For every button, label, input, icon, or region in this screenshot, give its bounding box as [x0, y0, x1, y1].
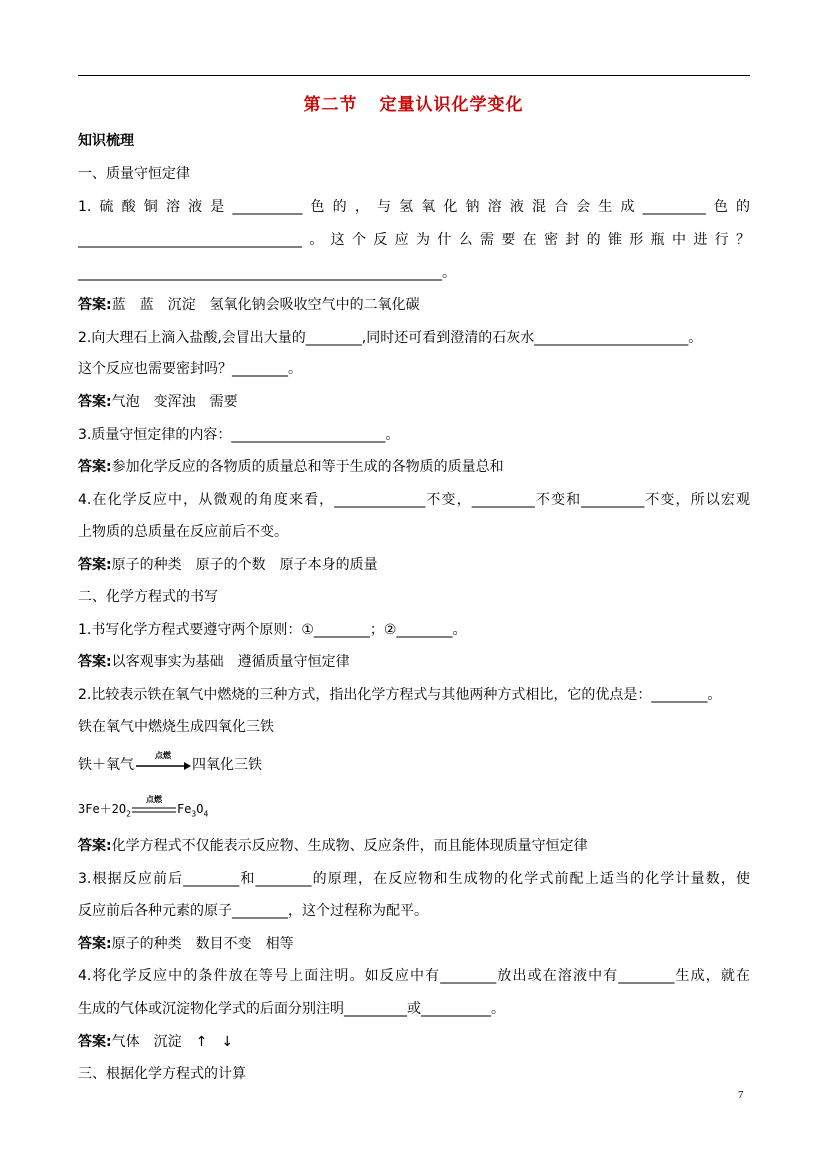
answer-3 [78, 456, 750, 476]
header-rule [78, 75, 750, 76]
chemical-equation [78, 794, 209, 819]
question-4-line-1: 4.在化学反应中，从微观的角度来看，_____________不变，_________不变和_________不变，所以宏观 [78, 492, 750, 508]
question-3: 3.质量守恒定律的内容：______________________。 [78, 427, 400, 443]
question-1-line-2: ________________________________。这个反应为什么需要在密封的锥形瓶中进行？ [78, 232, 750, 248]
question-2-2: 2.比较表示铁在氧气中燃烧的三种方式，指出化学方程式与其他两种方式相比，它的优点是：________。 [78, 687, 722, 703]
equals-with-condition [131, 794, 177, 816]
chem-eq-rhs-fe: Fe [176, 802, 192, 816]
double-line-icon [131, 804, 177, 816]
answer-label: 答案: [78, 1034, 112, 1050]
answer-text: 气泡 变浑浊 需要 [111, 394, 238, 410]
answer-2-3 [78, 933, 750, 953]
answer-text: 参加化学反应的各物质的质量总和等于生成的各物质的质量总和 [111, 459, 504, 475]
page-number: 7 [738, 1089, 744, 1101]
arrow-with-condition [134, 751, 192, 772]
answer-text: 蓝 蓝 沉淀 氢氧化钠会吸收空气中的二氧化碳 [111, 297, 420, 313]
question-2-4-line-2: 生成的气体或沉淀物化学式的后面分别注明_________或__________。 [78, 1001, 505, 1017]
chem-eq-lhs: 3Fe＋2O [78, 802, 127, 816]
answer-label: 答案: [78, 838, 112, 854]
heading-part-3: 三、根据化学方程式的计算 [78, 1066, 246, 1082]
answer-1 [78, 294, 750, 314]
chem-eq-condition: 点燃 [145, 794, 162, 804]
word-equation [78, 751, 262, 774]
answer-label: 答案: [78, 394, 112, 410]
statement-words: 铁在氧气中燃烧生成四氧化三铁 [78, 719, 274, 735]
answer-2-4 [78, 1031, 750, 1051]
chem-eq-subscript: 4 [203, 809, 209, 819]
answer-2-1 [78, 651, 750, 671]
answer-text: 以客观事实为基础 遵循质量守恒定律 [111, 654, 350, 670]
answer-label: 答案: [78, 459, 112, 475]
answer-label: 答案: [78, 936, 112, 952]
answer-label: 答案: [78, 297, 112, 313]
question-2-line-1: 2.向大理石上滴入盐酸,会冒出大量的________,同时还可看到澄清的石灰水______________________。 [78, 330, 703, 346]
word-eq-left: 铁＋氧气 [78, 757, 134, 773]
section-name: 定量认识化学变化 [379, 95, 524, 115]
answer-text: 原子的种类 原子的个数 原子本身的质量 [111, 557, 378, 573]
word-eq-right: 四氧化三铁 [192, 757, 262, 773]
question-2-1: 1.书写化学方程式要遵守两个原则：①________；②________。 [78, 622, 467, 638]
answer-text: 化学方程式不仅能表示反应物、生成物、反应条件，而且能体现质量守恒定律 [111, 838, 588, 854]
question-4-line-2: 上物质的总质量在反应前后不变。 [78, 524, 288, 540]
answer-text: 气体 沉淀 ↑ ↓ [111, 1034, 234, 1050]
section-title [0, 90, 827, 115]
question-2-3-line-1: 3.根据反应前后________和________的原理，在反应物和生成物的化学式前配上适当的化学计量数，使 [78, 871, 750, 887]
answer-label: 答案: [78, 654, 112, 670]
question-1-line-3: ____________________________________________________。 [78, 265, 456, 281]
question-2-4-line-1: 4.将化学反应中的条件放在等号上面注明。如反应中有________放出或在溶液中有________生成，就在 [78, 968, 750, 984]
answer-label: 答案: [78, 557, 112, 573]
chem-eq-subscript: 3 [191, 809, 197, 819]
heading-knowledge: 知识梳理 [78, 133, 134, 149]
answer-4 [78, 554, 750, 574]
word-eq-condition: 点燃 [155, 751, 171, 760]
answer-2 [78, 391, 750, 411]
question-2-line-2: 这个反应也需要密封吗？________。 [78, 361, 302, 377]
heading-part-2: 二、化学方程式的书写 [78, 589, 218, 605]
question-2-3-line-2: 反应前后各种元素的原子________，这个过程称为配平。 [78, 903, 428, 919]
answer-text: 原子的种类 数目不变 相等 [111, 936, 294, 952]
chem-eq-subscript: 2 [126, 809, 131, 819]
answer-2-2 [78, 835, 750, 855]
question-1-line-1: 1.硫酸铜溶液是__________色的，与氢氧化钠溶液混合会生成_________色的 [78, 199, 750, 215]
section-number: 第二节 [303, 95, 358, 115]
heading-part-1: 一、质量守恒定律 [78, 166, 190, 182]
chem-eq-rhs-o: O [196, 802, 204, 816]
